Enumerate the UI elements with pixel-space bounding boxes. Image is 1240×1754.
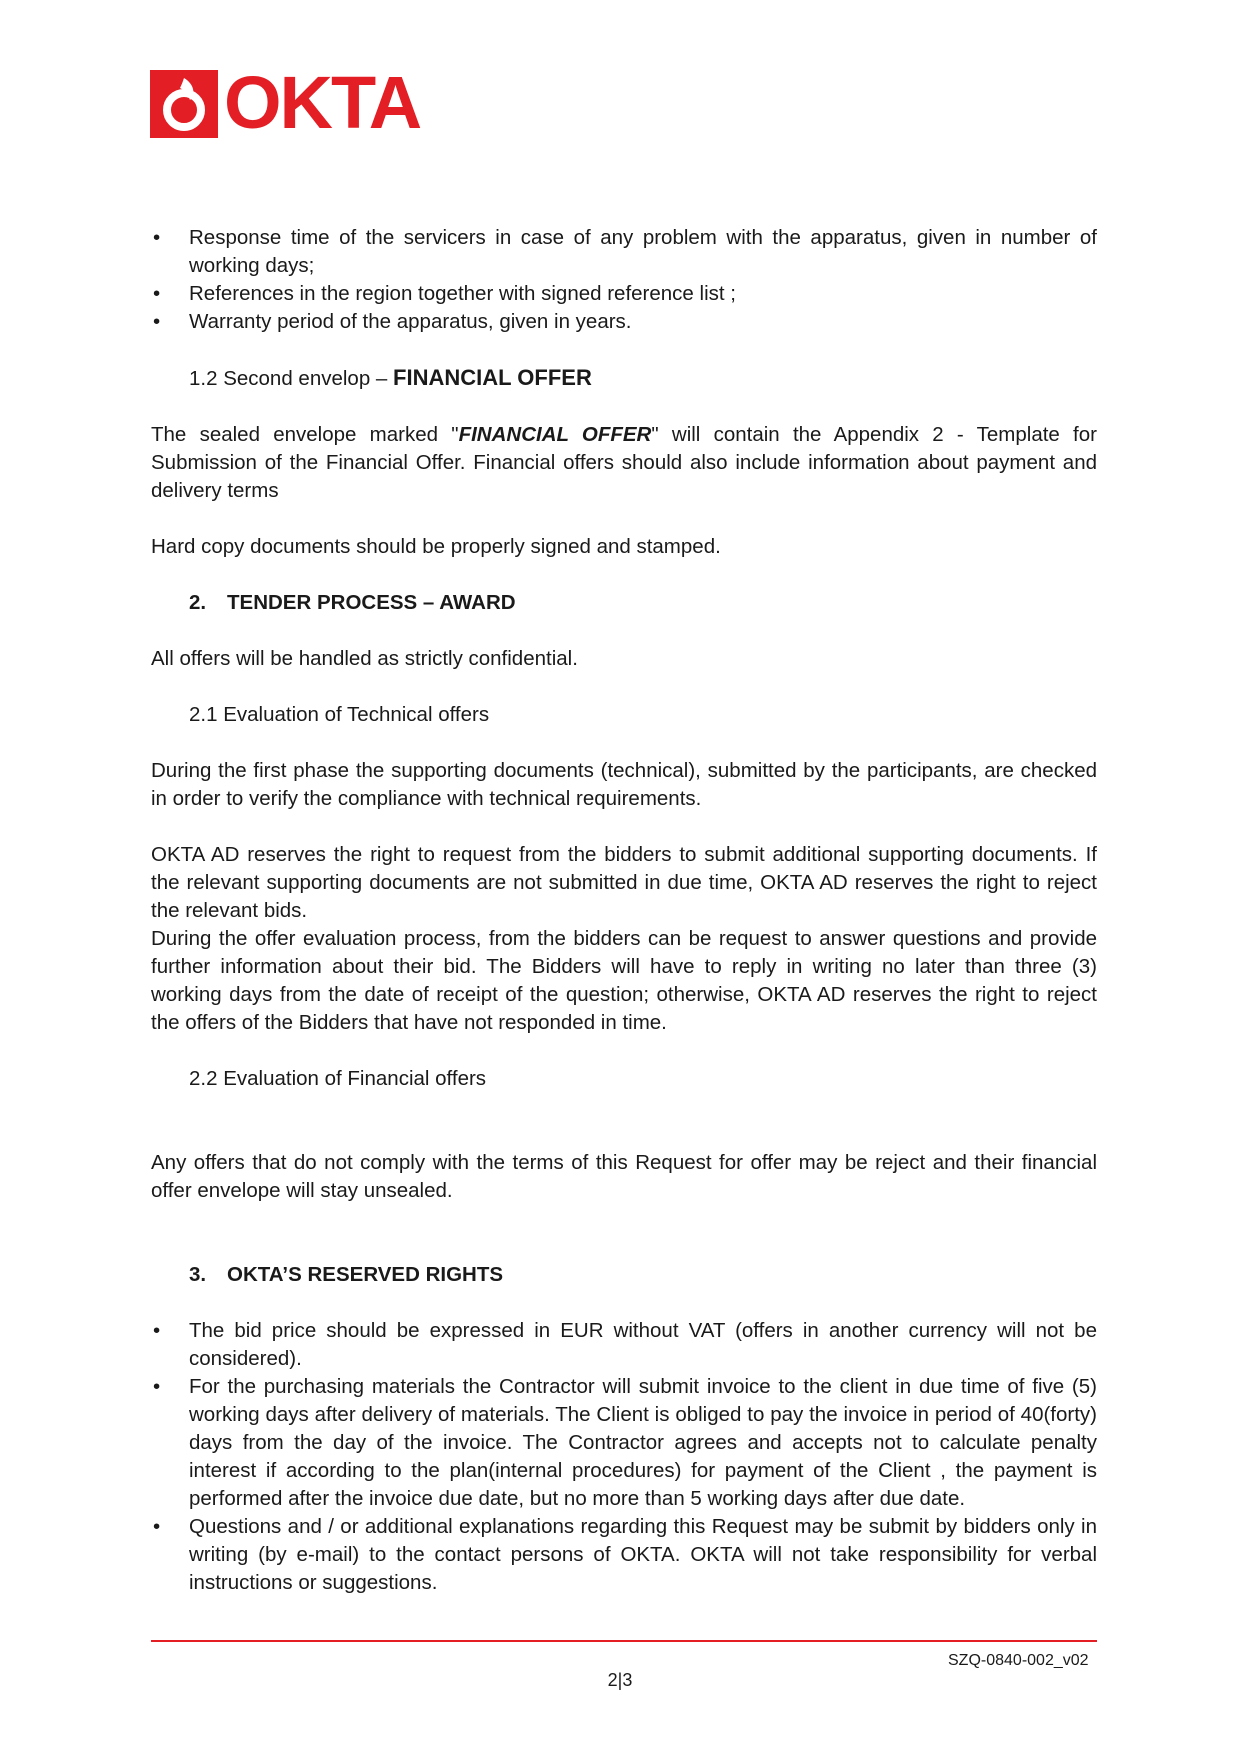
subsection-heading-2-1: 2.1 Evaluation of Technical offers bbox=[189, 703, 490, 726]
financial-offer-paragraph: The sealed envelope marked "FINANCIAL OFFER" will contain the Appendix 2 - Template for Submission of the Financial Offer. Financial offers should also include information about payment and delivery terms bbox=[151, 423, 1097, 502]
page-number: 2|3 bbox=[607, 1670, 633, 1690]
section-heading-3: 3. OKTA’S RESERVED RIGHTS bbox=[189, 1263, 504, 1286]
confidential-paragraph: All offers will be handled as strictly confidential. bbox=[151, 647, 578, 670]
hard-copy-paragraph: Hard copy documents should be properly signed and stamped. bbox=[151, 535, 721, 558]
subsection-heading-1-2: 1.2 Second envelop – FINANCIAL OFFER bbox=[189, 365, 592, 390]
evaluation-paragraph: During the offer evaluation process, from the bidders can be request to answer questions and provide further information about their bid. The Bidders will have to reply in writing no later than three (3) working days from the date of receipt of the question; otherwise, OKTA AD reserves the right to reject the offers of the Bidders that have not responded in time. bbox=[151, 927, 1097, 1034]
list-item: • References in the region together with signed reference list ; bbox=[153, 282, 736, 305]
reject-paragraph: Any offers that do not comply with the terms of this Request for offer may be reject and their financial offer envelope will stay unsealed. bbox=[151, 1151, 1097, 1202]
list-item: • The bid price should be expressed in EUR without VAT (offers in another currency will not be considered). bbox=[153, 1319, 1097, 1370]
list-item: • For the purchasing materials the Contractor will submit invoice to the client in due time of five (5) working days after delivery of materials. The Client is obliged to pay the invoice in period of 40(forty) days from the day of the invoice. The Contractor agrees and accepts not to calculate penalty interest if according to the plan(internal procedures) for payment of the Client , the payment is performed after the invoice due date, but no more than 5 working days after due date. bbox=[153, 1375, 1097, 1510]
section-heading-2: 2. TENDER PROCESS – AWARD bbox=[189, 591, 516, 614]
okta-logo-wordmark: OKTA bbox=[224, 61, 421, 144]
first-phase-paragraph: During the first phase the supporting documents (technical), submitted by the participants, are checked in order to verify the compliance with technical requirements. bbox=[151, 759, 1097, 810]
list-item: • Warranty period of the apparatus, given in years. bbox=[153, 310, 632, 333]
document-body bbox=[151, 224, 1097, 1597]
document-code: SZQ-0840-002_v02 bbox=[948, 1652, 1089, 1669]
top-bullet-list bbox=[151, 224, 1097, 336]
okta-logo-mark-icon bbox=[150, 70, 218, 138]
footer-divider bbox=[151, 1640, 1097, 1642]
list-item: • Questions and / or additional explanations regarding this Request may be submit by bidders only in writing (by e-mail) to the contact persons of OKTA. OKTA will not take responsibility for verbal instructions or suggestions. bbox=[153, 1515, 1097, 1594]
reserves-paragraph: OKTA AD reserves the right to request from the bidders to submit additional supporting documents. If the relevant supporting documents are not submitted in due time, OKTA AD reserves the right to reject the relevant bids. bbox=[151, 843, 1097, 922]
list-item: • Response time of the servicers in case of any problem with the apparatus, given in number of working days; bbox=[153, 226, 1097, 277]
bottom-bullet-list bbox=[151, 1317, 1097, 1597]
okta-logo bbox=[150, 61, 421, 144]
subsection-heading-2-2: 2.2 Evaluation of Financial offers bbox=[189, 1067, 487, 1090]
